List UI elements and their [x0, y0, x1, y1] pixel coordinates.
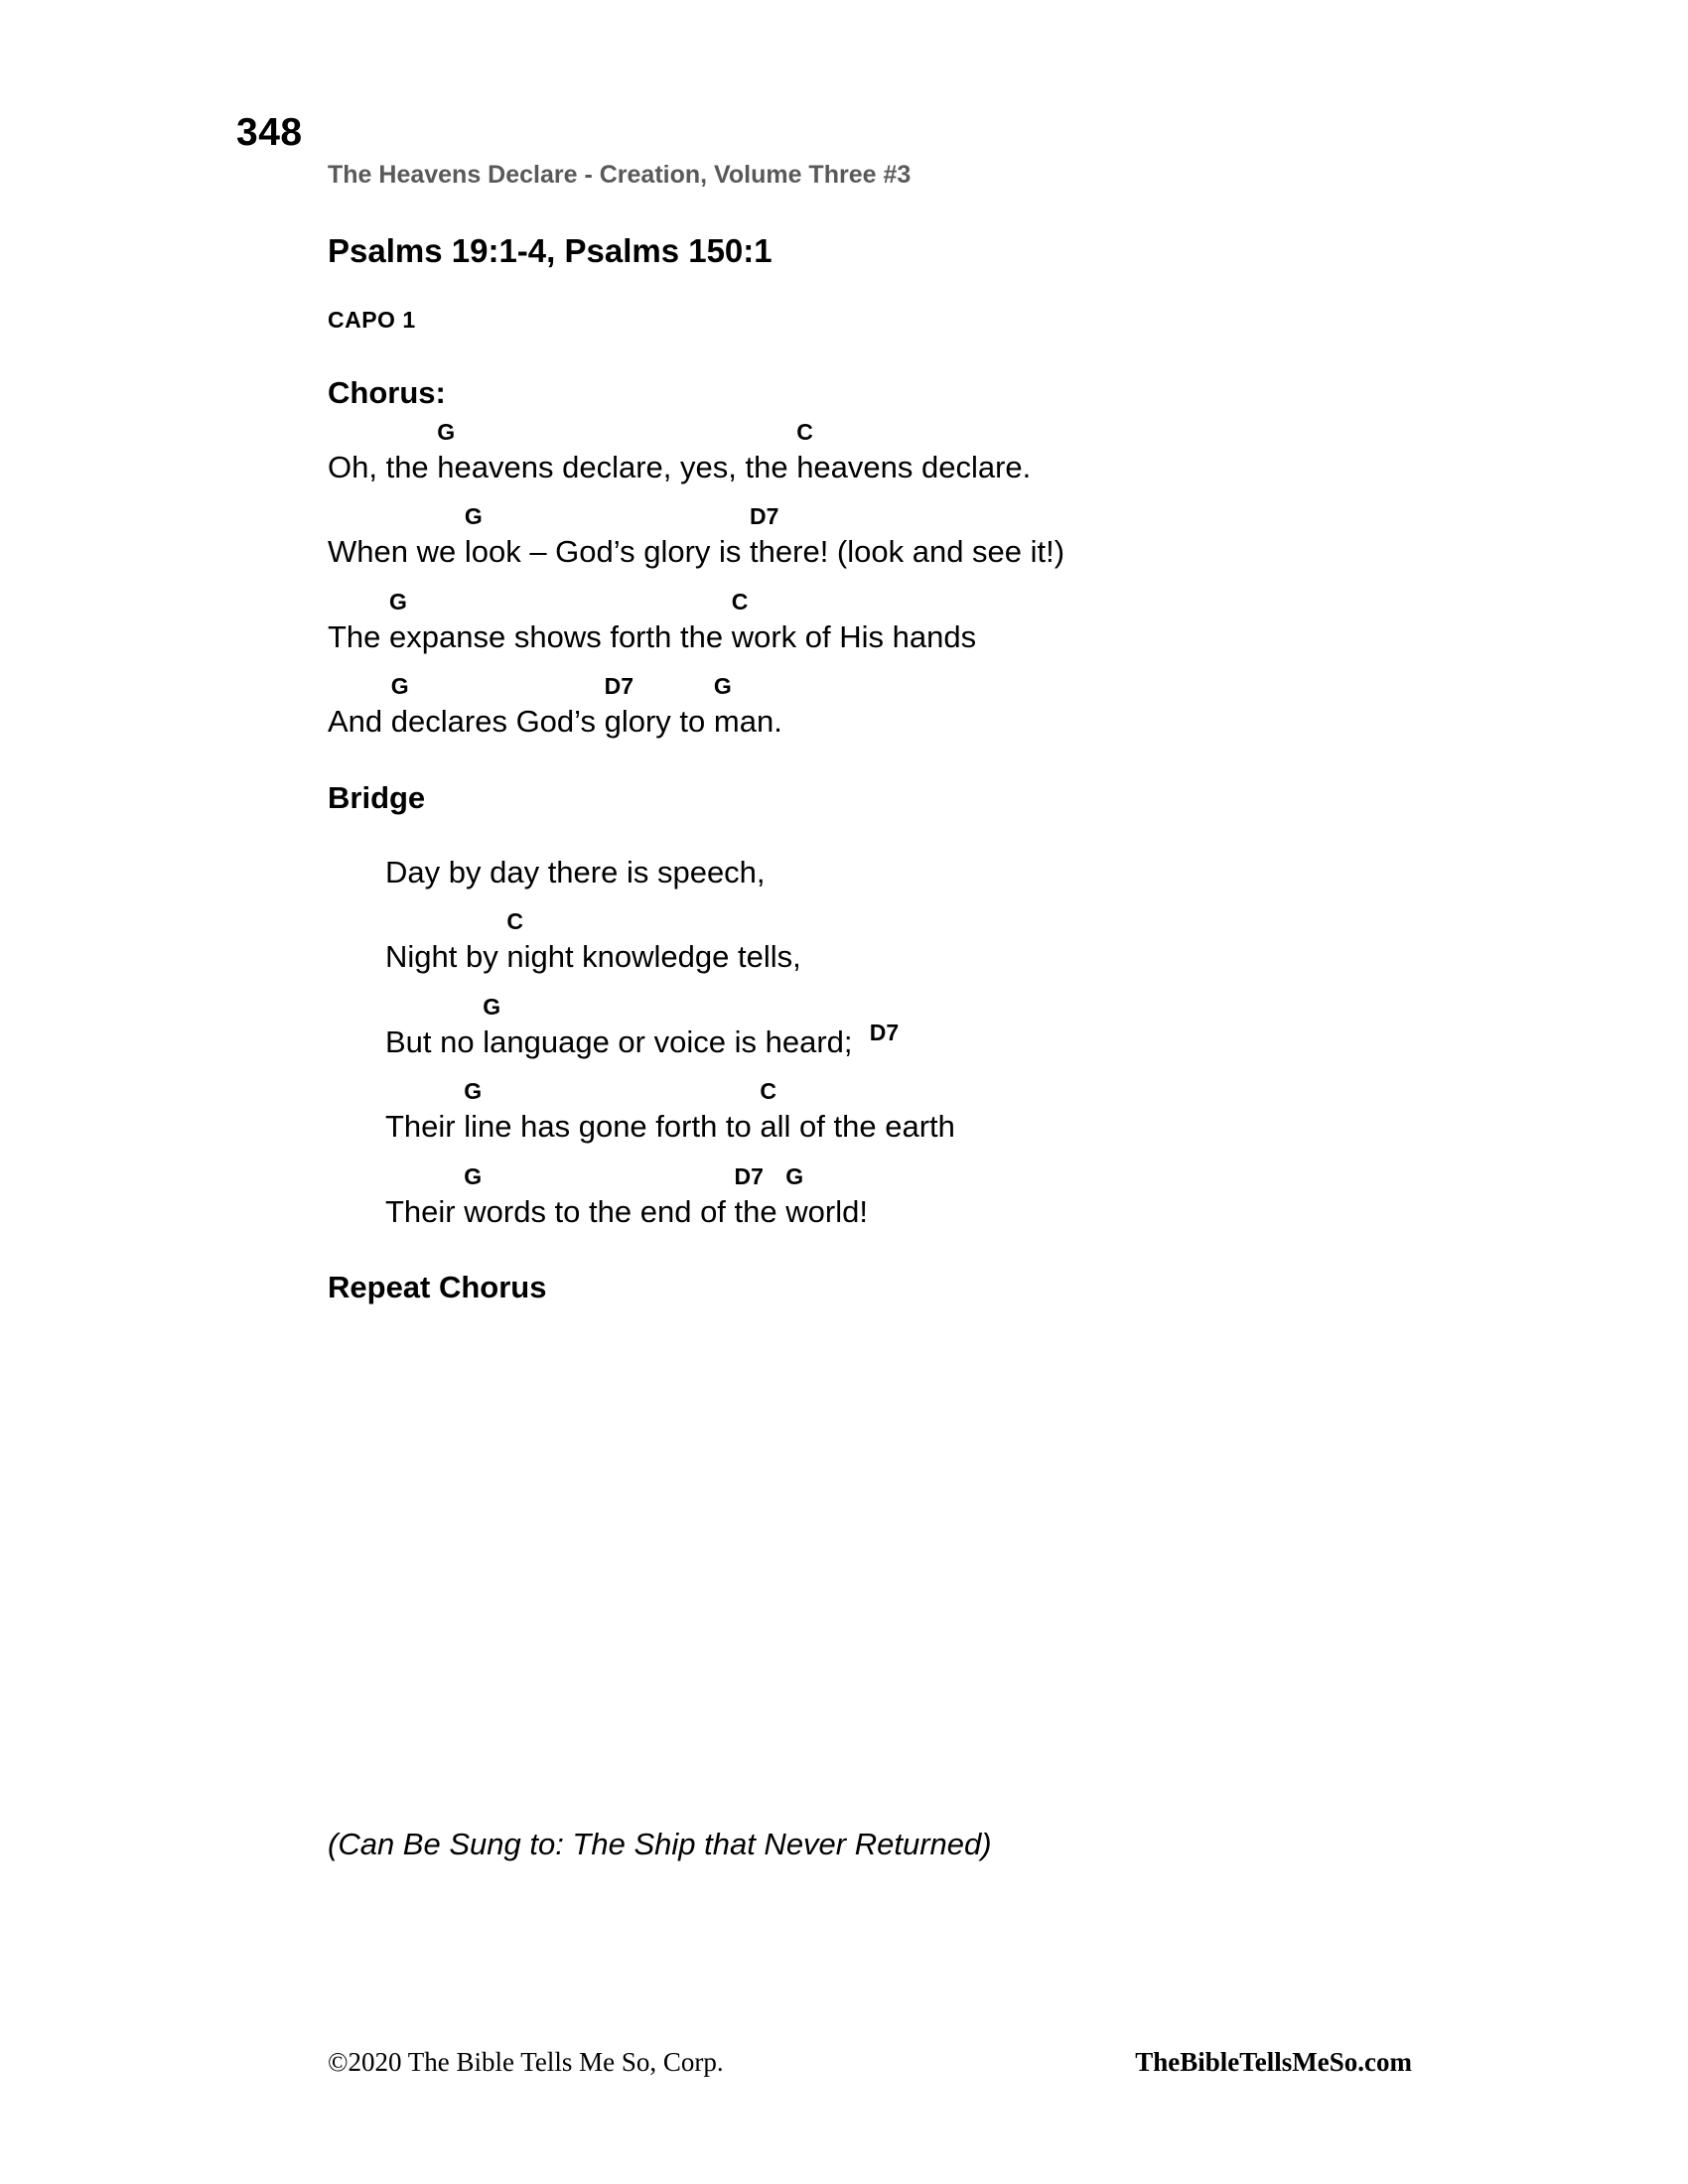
lyric-segment	[385, 941, 506, 974]
section-heading: Chorus:	[328, 375, 446, 411]
song-section	[328, 375, 1579, 739]
lyric-text: look – God’s glory is	[464, 534, 751, 570]
lyric-text: heavens declare.	[796, 449, 1032, 484]
lyric-segment	[506, 908, 801, 975]
lyric-text: words to the end of	[464, 1193, 735, 1229]
chord-label: D7	[734, 1162, 764, 1189]
lyric-line	[328, 503, 1579, 569]
lyric-text: language or voice is heard;	[483, 1024, 870, 1059]
lyric-line	[385, 1078, 1579, 1144]
lyric-segment	[328, 536, 465, 569]
chord-label: C	[731, 588, 749, 614]
lyric-segment	[385, 854, 766, 889]
lyric-text: heavens declare, yes, the	[437, 449, 797, 484]
song-body	[328, 375, 1579, 1305]
chord-label: G	[437, 418, 456, 445]
chord-label: C	[760, 1078, 777, 1105]
lyric-text: line has gone forth to	[464, 1109, 761, 1145]
website-text: TheBibleTellsMeSo.com	[1135, 2047, 1412, 2077]
lyric-text: all of the earth	[760, 1109, 955, 1145]
section-lines	[328, 419, 1579, 739]
chord-label: G	[785, 1162, 804, 1189]
chord-label: G	[464, 1078, 483, 1105]
lyric-segment	[390, 673, 605, 740]
lyric-segment	[385, 1111, 464, 1144]
sung-to-note: (Can Be Sung to: The Ship that Never Returned)	[328, 1827, 992, 1861]
chord-label: G	[713, 673, 732, 700]
lyric-text: night knowledge tells,	[506, 939, 801, 975]
lyric-text: Their	[385, 1109, 465, 1145]
lyric-segment	[731, 588, 977, 654]
lyric-line	[328, 589, 1579, 654]
lyric-text: work of His hands	[731, 618, 977, 654]
chord-label: D7	[750, 503, 779, 530]
lyric-text: The	[328, 618, 390, 654]
section-heading: Repeat Chorus	[328, 1270, 547, 1305]
lyric-text: Their	[385, 1193, 465, 1229]
lyric-segment	[734, 1162, 786, 1229]
section-lines	[328, 824, 1579, 1229]
lyric-text: Day by day there is speech,	[385, 854, 766, 889]
chord-label: C	[796, 418, 813, 445]
chord-label: G	[464, 1162, 483, 1189]
lyric-text: Night by	[385, 939, 507, 975]
lyric-text: expanse shows forth the	[389, 618, 732, 654]
capo-label: CAPO 1	[328, 307, 416, 334]
lyric-line	[385, 994, 1579, 1059]
section-heading: Bridge	[328, 779, 426, 815]
lyric-segment	[464, 1162, 735, 1229]
lyric-text: Oh, the	[328, 449, 438, 484]
lyric-text: world!	[785, 1193, 868, 1229]
lyric-line	[328, 673, 1579, 739]
lyric-segment	[464, 503, 751, 570]
chord-label: G	[389, 588, 407, 614]
lyric-segment	[328, 706, 391, 739]
chord-label: G	[483, 993, 501, 1020]
lyric-segment	[385, 1026, 483, 1059]
page-footer	[328, 2047, 1412, 2078]
lyric-segment	[796, 418, 1032, 484]
lyric-segment	[464, 1078, 761, 1145]
page-number: 348	[236, 111, 303, 154]
song-section	[328, 1270, 1579, 1305]
lyric-text: And	[328, 704, 391, 740]
chord-label: G	[464, 503, 483, 530]
lyric-segment	[328, 618, 390, 654]
lyric-text: declares God’s	[390, 704, 605, 740]
copyright-text: ©2020 The Bible Tells Me So, Corp.	[328, 2047, 724, 2077]
lyric-segment	[483, 993, 870, 1059]
chord-label: D7	[869, 1019, 900, 1045]
lyric-text: man.	[713, 704, 782, 740]
chord-label: C	[506, 908, 523, 935]
song-section	[328, 780, 1579, 1228]
chord-label: G	[390, 673, 409, 700]
series-title: The Heavens Declare - Creation, Volume Three #3	[328, 161, 912, 189]
lyric-segment	[389, 588, 732, 654]
lyric-text: But no	[385, 1024, 484, 1059]
lyric-segment	[785, 1162, 868, 1229]
lyric-segment	[760, 1078, 955, 1145]
lyric-segment	[750, 503, 1065, 570]
lyric-text: When we	[328, 534, 465, 570]
lyric-segment	[385, 1193, 465, 1229]
lyric-text: the	[734, 1193, 786, 1229]
lyric-line	[385, 824, 1579, 889]
chord-label: D7	[604, 673, 634, 700]
song-title: Psalms 19:1-4, Psalms 150:1	[328, 231, 773, 269]
lyric-segment	[604, 673, 714, 740]
lyric-segment	[328, 449, 438, 484]
lyric-line	[385, 908, 1579, 974]
lyric-segment	[713, 673, 782, 740]
lyric-segment	[437, 418, 797, 484]
lyric-line	[385, 1163, 1579, 1229]
page-content	[328, 161, 1579, 1313]
lyric-text: there! (look and see it!)	[750, 534, 1065, 570]
lyric-line	[328, 419, 1579, 484]
lyric-text: glory to	[604, 704, 714, 740]
